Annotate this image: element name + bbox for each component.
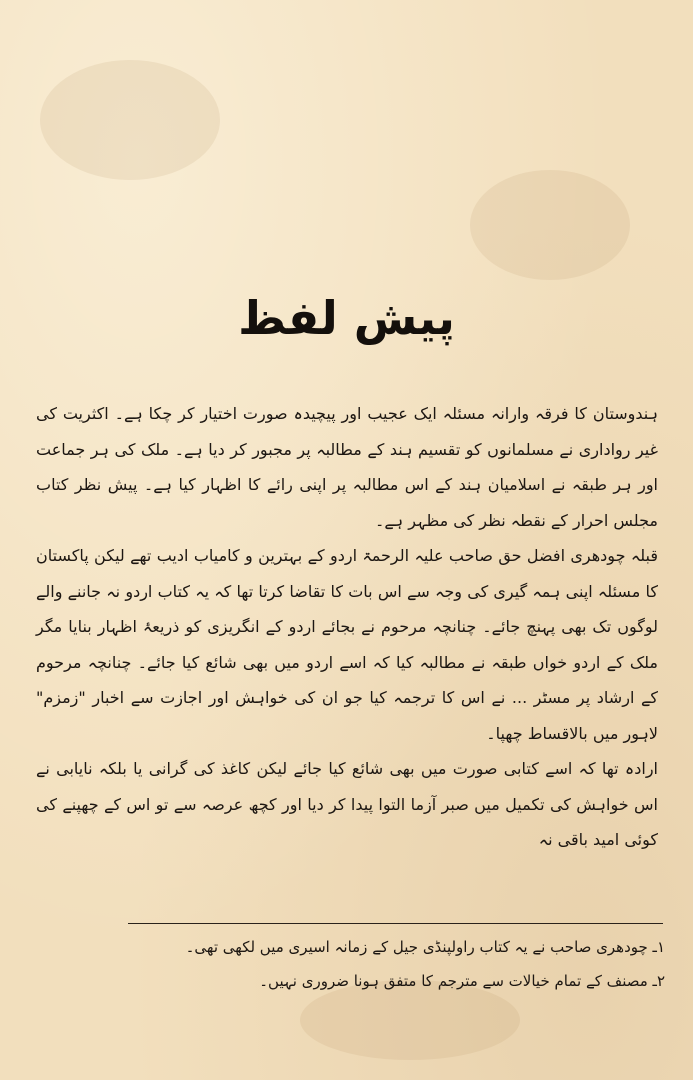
paragraph-1: ہندوستان کا فرقہ وارانہ مسئلہ ایک عجیب اور پیچیدہ صورت اختیار کر چکا ہے۔ اکثریت کی غیر رواداری نے مسلمانوں کو تقسیم ہند کے مطالبہ پر مجبور کر دیا ہے۔ ملک کی ہر جماعت اور ہر طبقہ نے اسلامیان ہند کے اس مطالبہ پر اپنی رائے کا اظہار کیا ہے۔ پیش نظر کتاب مجلس احرار کے نقطہ نظر کی مظہر ہے۔: [36, 404, 658, 530]
paragraph-3: ارادہ تھا کہ اسے کتابی صورت میں بھی شائع کیا جائے لیکن کاغذ کی گرانی یا بلکہ نایابی نے اس خواہش کی تکمیل میں صبر آزما التوا پیدا کر دیا اور کچھ عرصہ سے تو اس کے چھپنے کی کوئی امید باقی نہ: [36, 759, 658, 849]
footnotes: [80, 930, 665, 998]
footnote-2: ۲ـ مصنف کے تمام خیالات سے مترجم کا متفق ہونا ضروری نہیں۔: [259, 972, 665, 990]
footnote-1: ۱ـ چودھری صاحب نے یہ کتاب راولپنڈی جیل کے زمانہ اسیری میں لکھی تھی۔: [185, 938, 665, 956]
footnote-divider: [128, 923, 663, 924]
page-title: پیش لفظ: [238, 291, 455, 345]
paragraph-2: قبلہ چودھری افضل حق صاحب علیہ الرحمۃ اردو کے بہترین و کامیاب ادیب تھے لیکن پاکستان کا مسئلہ اپنی ہمہ گیری کی وجہ سے اس بات کا تقاضا کرتا تھا کہ یہ کتاب اردو نہ جاننے والے لوگوں تک بھی پہنچ جائے۔ چنانچہ مرحوم نے بجائے اردو کے انگریزی کو ذریعۂ اظہار بنایا مگر ملک کے اردو خواں طبقہ نے مطالبہ کیا کہ اسے اردو میں بھی شائع کیا جائے۔ چنانچہ مرحوم کے ارشاد پر مسٹر ... نے اس کا ترجمہ کیا جو ان کی خواہش اور اجازت سے اخبار "زمزم" لاہور میں بالاقساط چھپا۔: [36, 546, 658, 743]
paper-stain: [470, 170, 630, 280]
paper-stain: [40, 60, 220, 180]
body-text: [36, 396, 658, 858]
